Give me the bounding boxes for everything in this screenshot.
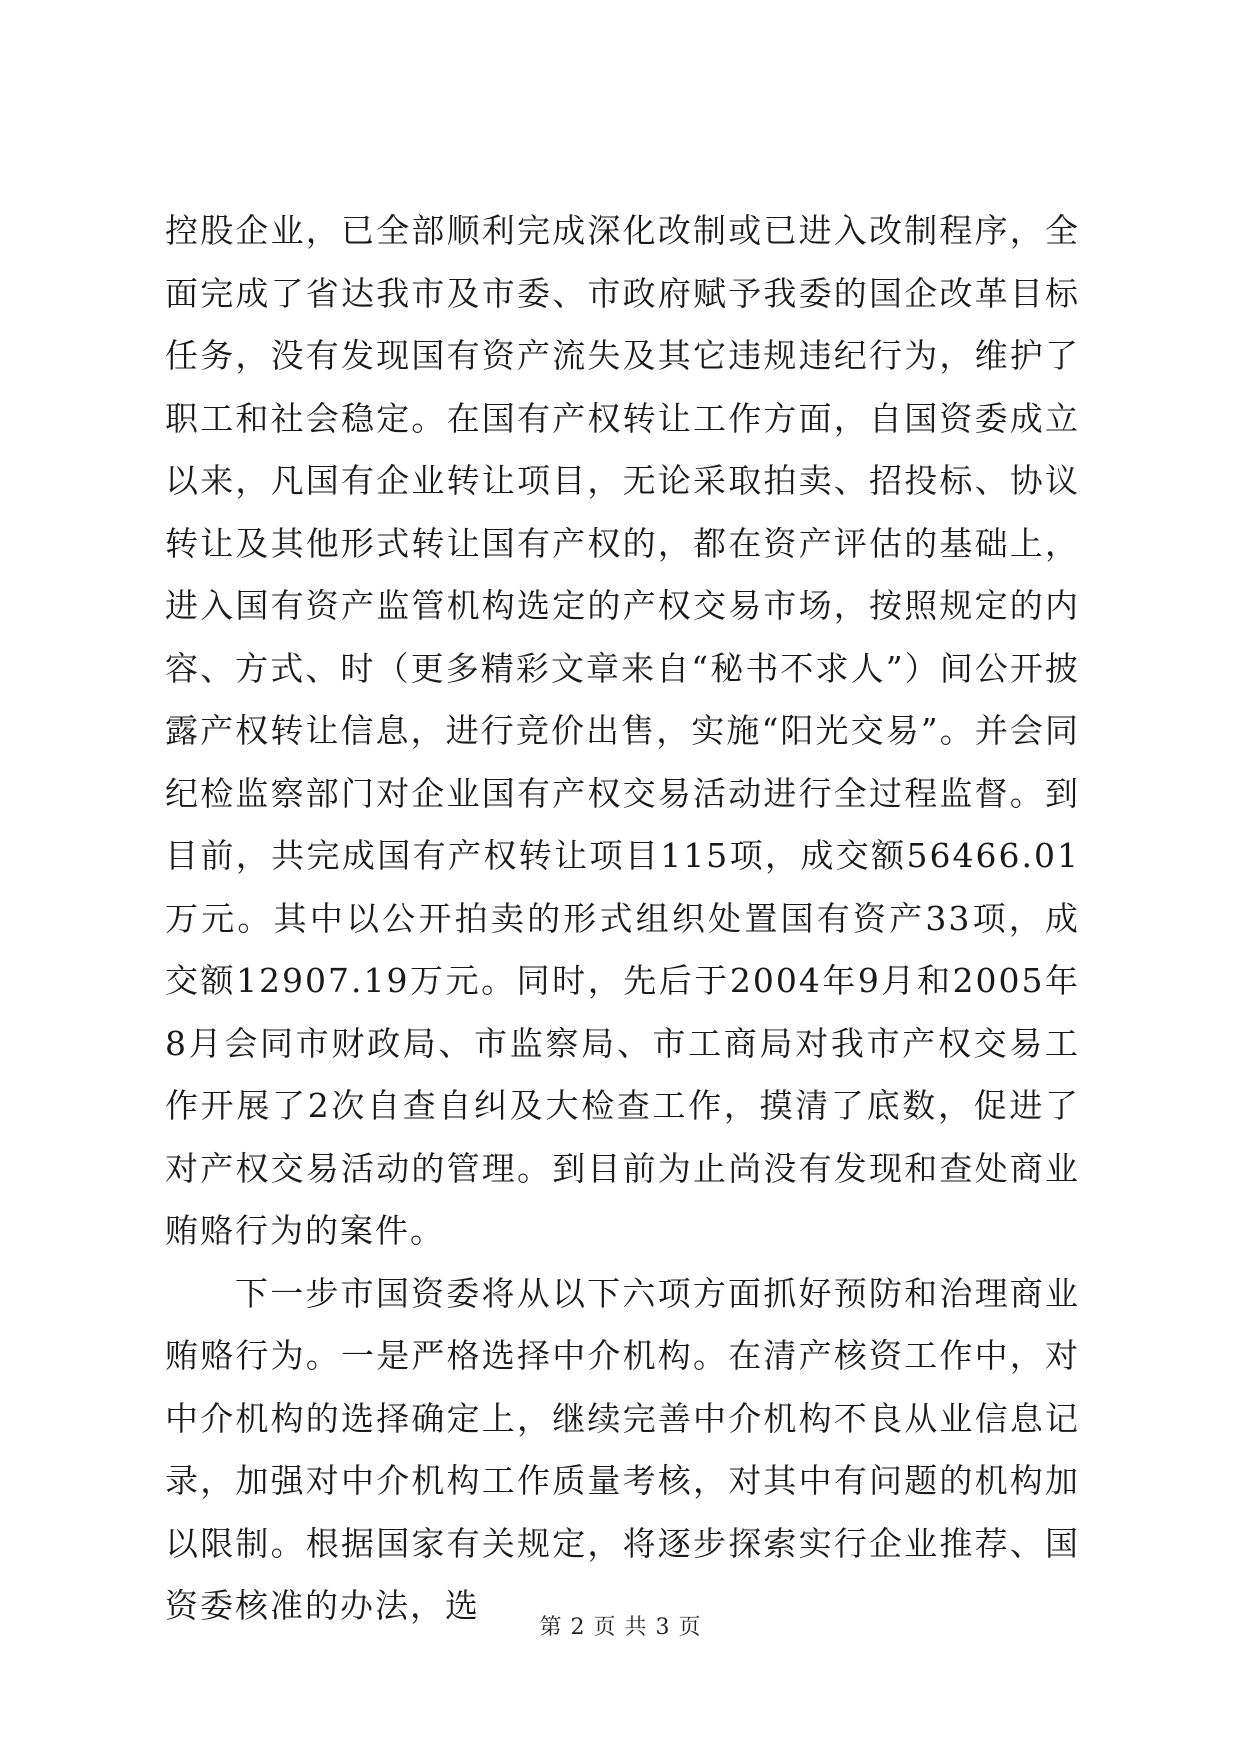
document-body xyxy=(165,200,1080,1638)
paragraph-1: 控股企业，已全部顺利完成深化改制或已进入改制程序，全面完成了省达我市及市委、市政府赋予我委的国企改革目标任务，没有发现国有资产流失及其它违规违纪行为，维护了职工和社会稳定。在国有产权转让工作方面，自国资委成立以来，凡国有企业转让项目，无论采取拍卖、招投标、协议转让及其他形式转让国有产权的，都在资产评估的基础上，进入国有资产监管机构选定的产权交易市场，按照规定的内容、方式、时（更多精彩文章来自“秘书不求人”）间公开披露产权转让信息，进行竞价出售，实施“阳光交易”。并会同纪检监察部门对企业国有产权交易活动进行全过程监督。到目前，共完成国有产权转让项目115项，成交额56466.01万元。其中以公开拍卖的形式组织处置国有资产33项，成交额12907.19万元。同时，先后于2004年9月和2005年8月会同市财政局、市监察局、市工商局对我市产权交易工作开展了2次自查自纠及大检查工作，摸清了底数，促进了对产权交易活动的管理。到目前为止尚没有发现和查处商业贿赂行为的案件。 xyxy=(165,211,1080,1250)
page-number-footer: 第 2 页 共 3 页 xyxy=(539,1615,702,1640)
paragraph-2: 下一步市国资委将从以下六项方面抓好预防和治理商业贿赂行为。一是严格选择中介机构。在清产核资工作中，对中介机构的选择确定上，继续完善中介机构不良从业信息记录，加强对中介机构工作质量考核，对其中有问题的机构加以限制。根据国家有关规定，将逐步探索实行企业推荐、国资委核准的办法，选 xyxy=(165,1273,1080,1625)
